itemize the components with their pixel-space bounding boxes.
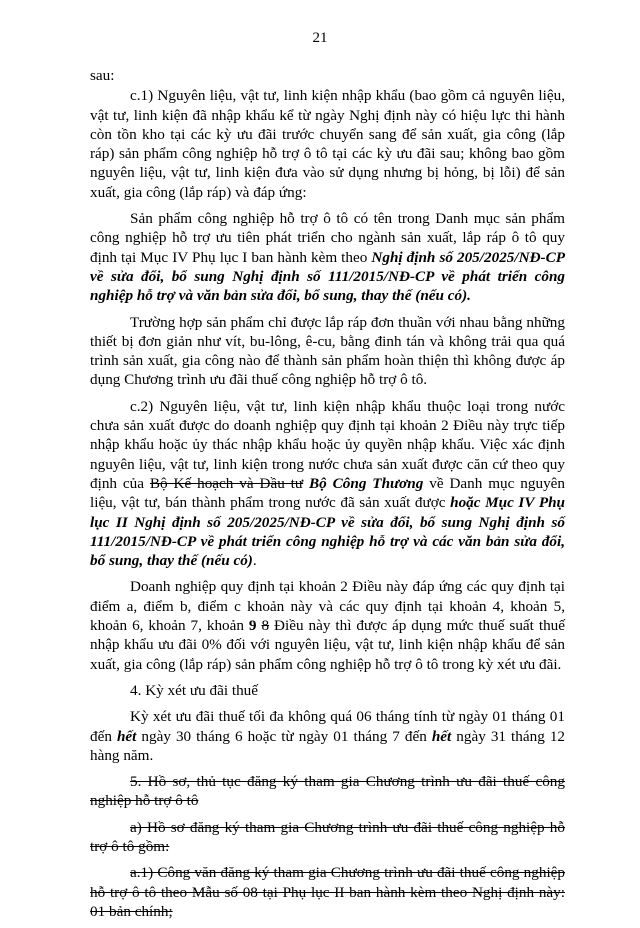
paragraph-san-pham	[90, 209, 565, 305]
text-run: ngày 30 tháng 6 hoặc từ ngày 01 tháng 7 đến	[136, 727, 432, 745]
paragraph-doanh-nghiep	[90, 577, 565, 673]
section-heading-4: 4. Kỳ xét ưu đãi thuế	[130, 681, 259, 699]
text-run: Kỳ xét ưu đãi thuế tối đa không quá 06 tháng tính từ ngày 01 tháng 01 đến	[90, 708, 565, 745]
text-run: Sản phẩm công nghiệp hỗ trợ ô tô có tên trong Danh mục sản phẩm công nghiệp hỗ trợ ưu tiên phát triển cho ngành sản xuất, lắp ráp ô tô quy định tại Mục IV Phụ lục I ban hành kèm theo	[90, 210, 565, 266]
text-run: c.2) Nguyên liệu, vật tư, linh kiện nhập khẩu thuộc loại trong nước chưa sản xuất được do doanh nghiệp quy định tại khoản 2 Điều này trực tiếp nhập khẩu hoặc ủy thác nhập khẩu hoặc ủy quyền nhập khẩu. Việc xác định nguyên liệu, vật tư, linh kiện trong nước chưa sản xuất được căn cứ theo quy định của	[90, 397, 565, 492]
text-run: Doanh nghiệp quy định tại khoản 2 Điều này đáp ứng các quy định tại điểm a, điểm b, điểm c khoản này và các quy định tại khoản 4, khoản 5, khoản 6, khoản 7, khoản	[90, 578, 565, 635]
paragraph-ky-xet	[90, 707, 565, 765]
paragraph-truong-hop: Trường hợp sản phẩm chỉ được lắp ráp đơn thuần với nhau bằng những thiết bị đơn giản như vít, bu-lông, ê-cu, bằng đinh tán và không trải qua quá trình sản xuất, gia công nào để thành sản phẩm hoàn thiện thì không được áp dụng Chương trình ưu đãi thuế công nghiệp hỗ trợ ô tô.	[90, 313, 565, 389]
deleted-section-heading-5: 5. Hồ sơ, thủ tục đăng ký tham gia Chương trình ưu đãi thuế công nghiệp hỗ trợ ô tô	[90, 773, 565, 810]
page-number: 21	[312, 30, 328, 46]
paragraph-c2	[90, 397, 565, 571]
text-run: .	[252, 552, 257, 570]
amended-text: 9	[248, 617, 257, 635]
text-run: Điều này thì được áp dụng mức thuế suất thuế nhập khẩu ưu đãi 0% đối với nguyên liệu, vật tư, linh kiện nhập khẩu để sản xuất, gia công (lắp ráp) sản phẩm công nghiệp hỗ trợ ô tô trong kỳ xét ưu đãi.	[90, 617, 565, 673]
deleted-text: 8	[261, 617, 270, 635]
deleted-text: Bộ Kế hoạch và Đầu tư	[149, 474, 304, 492]
paragraph-c1: c.1) Nguyên liệu, vật tư, linh kiện nhập khẩu (bao gồm cả nguyên liệu, vật tư, linh kiện đã nhập khẩu kể từ ngày Nghị định này có hiệu lực thi hành còn tồn kho tại các kỳ ưu đãi trước chuyển sang để sản xuất, gia công (lắp ráp) sản phẩm công nghiệp hỗ trợ ô tô tại các kỳ ưu đãi sau; không bao gồm nguyên liệu, vật tư, linh kiện đưa vào sử dụng nhưng bị hỏng, bị lỗi) để sản xuất, gia công (lắp ráp) và đáp ứng:	[90, 87, 565, 201]
deleted-paragraph-a: a) Hồ sơ đăng ký tham gia Chương trình ưu đãi thuế công nghiệp hỗ trợ ô tô gồm:	[90, 818, 565, 855]
text-run: ngày 31 tháng 12 hàng năm.	[90, 727, 566, 764]
amended-text: Nghị định số 205/2025/NĐ-CP về sửa đổi, bổ sung Nghị định số 111/2015/NĐ-CP về phát triển công nghiệp hỗ trợ và văn bản sửa đổi, bổ sung, thay thế (nếu có).	[90, 248, 565, 305]
amended-text: hoặc Mục IV Phụ lục II Nghị định số 205/2025/NĐ-CP về sửa đổi, bổ sung Nghị định số 111/2015/NĐ-CP về phát triển công nghiệp hỗ trợ và các văn bản sửa đổi, bổ sung, thay thế (nếu có)	[90, 494, 565, 570]
paragraph-continuation: sau:	[90, 67, 115, 84]
document-body	[90, 66, 565, 928]
amended-text: hết	[116, 727, 137, 745]
amended-text: Bộ Công Thương	[303, 474, 424, 492]
deleted-paragraph-a1: a.1) Công văn đăng ký tham gia Chương trình ưu đãi thuế công nghiệp hỗ trợ ô tô theo Mẫu số 08 tại Phụ lục II ban hành kèm theo Nghị định này: 01 bản chính;	[90, 864, 565, 920]
text-run: về Danh mục nguyên liệu, vật tư, bán thành phẩm trong nước đã sản xuất được	[90, 474, 565, 512]
amended-text: hết	[431, 727, 452, 745]
